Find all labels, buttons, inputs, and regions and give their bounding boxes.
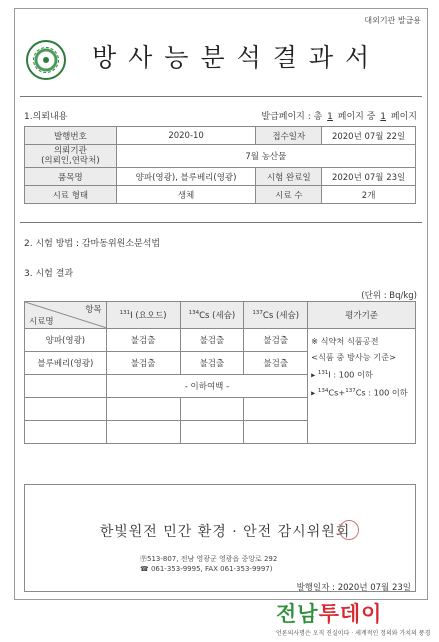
item-label: 품목명 <box>25 168 117 186</box>
title-divider <box>20 96 422 97</box>
request-info-table <box>24 126 416 204</box>
cs137-result: 불검출 <box>244 329 308 352</box>
bullet1-text: I : 100 이하 <box>328 369 373 380</box>
issue-suffix: 페이지 <box>390 112 417 122</box>
cs137-mass: 137 <box>252 310 263 317</box>
empty-cell <box>244 398 308 421</box>
empty-cell <box>106 398 180 421</box>
sample-count-value: 2개 <box>322 186 416 204</box>
empty-cell <box>106 421 180 444</box>
cs137-label: Cs (세슘) <box>262 311 300 321</box>
empty-cell <box>25 421 107 444</box>
sample-form-label: 시료 형태 <box>25 186 117 204</box>
col-header-standard: 평가기준 <box>308 302 416 329</box>
test-done-label: 시험 완료일 <box>256 168 322 186</box>
issue-total: 1 <box>327 112 333 122</box>
bullet2-mass2: 137 <box>345 387 356 394</box>
standard-bullet1 <box>311 365 412 383</box>
col-header-cs137 <box>244 302 308 329</box>
issue-no-value: 2020-10 <box>116 127 256 145</box>
sample-count-label: 시료 수 <box>256 186 322 204</box>
col-header-cs134 <box>180 302 244 329</box>
standard-line2: <식품 중 방사능 기준> <box>311 352 396 362</box>
logo-part1: 전남 <box>276 602 319 626</box>
issue-date: 발행일자 : 2020년 07월 23일 <box>296 583 411 593</box>
corner-item-label: 항목 <box>85 305 102 315</box>
section2 <box>24 236 160 249</box>
empty-cell <box>25 398 107 421</box>
issue-current: 1 <box>380 112 387 122</box>
bullet2-mass1: 134 <box>317 387 329 394</box>
i131-mass: 131 <box>119 310 131 317</box>
issue-no-label: 발행번호 <box>25 127 117 145</box>
receipt-date-value: 2020년 07월 22일 <box>322 127 416 145</box>
logo-part2: 투데이 <box>318 602 383 626</box>
client-label-line2: (의뢰인,연락처) <box>41 156 100 166</box>
results-table <box>24 301 416 444</box>
client-label <box>25 145 117 168</box>
organization-phone: ☎ 061-353-9995, FAX 061-353-9997) <box>140 565 273 573</box>
unit-label: (단위 : Bq/kg) <box>361 291 417 301</box>
sample-name: 양파(영광) <box>25 329 107 352</box>
organization-address: ㉾513-807, 전남 영광군 영광읍 중앙로 292 <box>140 555 278 563</box>
test-method: 감마동위원소분석법 <box>81 239 161 249</box>
bullet-icon: ▸ <box>311 369 318 380</box>
news-logo <box>276 598 382 628</box>
col-header-i131 <box>106 302 180 329</box>
empty-cell <box>180 398 244 421</box>
document-title: 방사능분석결과서 <box>92 43 382 72</box>
receipt-date-label: 접수일자 <box>256 127 322 145</box>
news-slogan: 언론의사명은 오직 진실이다 · 세계적인 정의와 가치의 풍경 <box>276 630 431 637</box>
empty-cell <box>180 421 244 444</box>
standard-cell <box>308 329 416 444</box>
issue-type-note: 대외기관 발급용 <box>364 16 421 25</box>
blank-note: - 이하여백 - <box>106 375 307 398</box>
section-divider <box>20 222 422 223</box>
cs134-result: 불검출 <box>180 352 244 375</box>
section3-heading: 3. 시험 결과 <box>24 269 74 279</box>
issue-mid: 페이지 중 <box>337 112 376 122</box>
test-done-value: 2020년 07월 23일 <box>322 168 416 186</box>
committee-seal-icon <box>26 40 66 80</box>
client-label-line1: 의뢰기관 <box>53 146 87 156</box>
cs137-result: 불검출 <box>244 352 308 375</box>
bullet2-text: Cs : 100 이하 <box>355 387 408 398</box>
bullet2-mid: Cs+ <box>328 387 346 398</box>
organization-name: 한빛원전 민간 환경 · 안전 감시위원회 <box>99 524 351 540</box>
client-value: 7월 농산물 <box>116 145 415 168</box>
empty-cell <box>25 375 107 398</box>
sample-form-value: 생체 <box>116 186 256 204</box>
item-value: 양파(영광), 블루베리(영광) <box>116 168 256 186</box>
results-corner-cell <box>25 302 107 329</box>
organization-stamp-icon <box>339 520 359 540</box>
i131-result: 불검출 <box>106 352 180 375</box>
empty-cell <box>244 421 308 444</box>
i131-label: I (요오드) <box>130 311 167 321</box>
section1-heading: 1.의뢰내용 <box>24 112 68 122</box>
sample-name: 블루베리(영광) <box>25 352 107 375</box>
section2-heading: 2. 시험 방법 : <box>24 239 79 249</box>
standard-bullet2 <box>311 383 412 401</box>
standard-line1: ※ 식약처 식품공전 <box>311 336 379 346</box>
table-row <box>25 329 416 352</box>
corner-sample-label: 시료명 <box>29 317 54 327</box>
cs134-label: Cs (세슘) <box>199 311 236 321</box>
organization-contact <box>140 554 277 574</box>
cs134-result: 불검출 <box>180 329 244 352</box>
bullet1-mass: 131 <box>317 370 329 376</box>
bullet-icon: ▸ <box>311 387 318 398</box>
issue-page-info <box>261 109 417 122</box>
i131-result: 불검출 <box>106 329 180 352</box>
issue-prefix: 발급페이지 : 총 <box>261 112 323 122</box>
cs134-mass: 134 <box>188 310 200 317</box>
